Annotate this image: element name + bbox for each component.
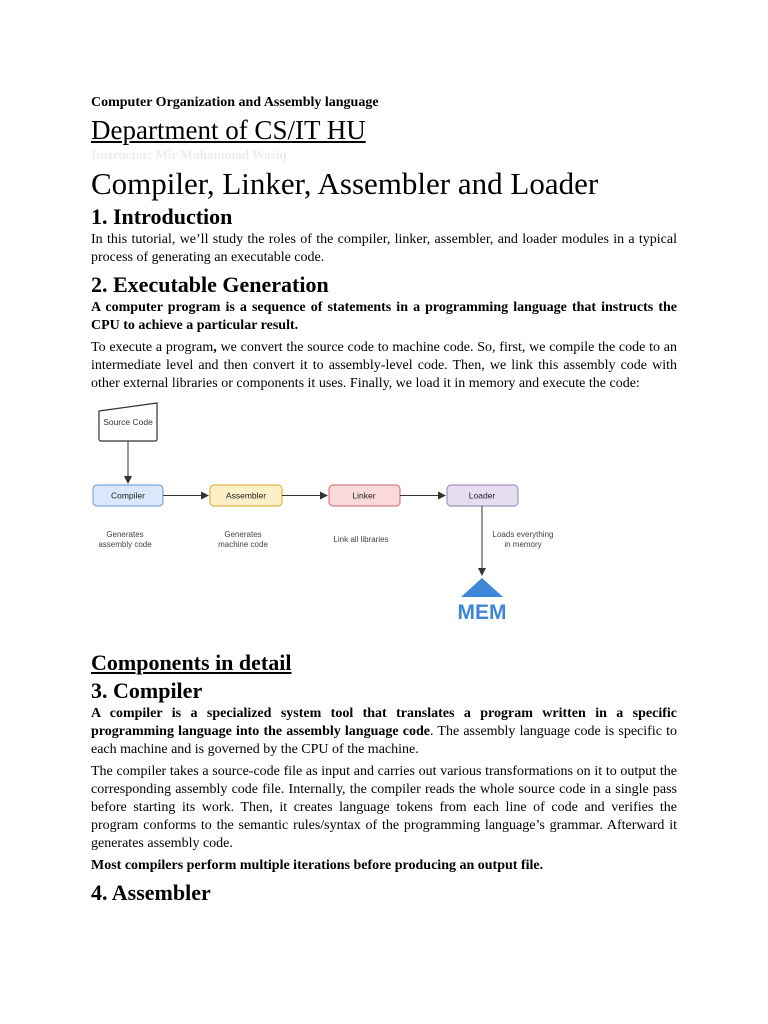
assembler-caption-line1: Generates: [224, 530, 262, 539]
compiler-definition-rest: . The assembly language code is specific to each machine and is governed by the CPU of the machine.: [91, 724, 677, 757]
instructor-line: Instructor: Mir Muhammad Wasiq: [91, 147, 287, 162]
intro-paragraph: In this tutorial, we’ll study the roles of the compiler, linker, assembler, and loader modules in a typical process of generating an executable code.: [91, 232, 677, 265]
compiler-process-paragraph: The compiler takes a source-code file as input and carries out various transformations on it to output the corresponding assembly code file. Internally, the compiler reads the whole source code in a single pass before starting its work. Then, it creates language tokens from each line of code and verifies the program conforms to the semantic rules/syntax of the programming language’s grammar. Afterward it generates assembly code.: [91, 764, 677, 851]
components-heading: Components in detail: [91, 650, 292, 675]
loader-caption-line1: Loads everything: [492, 530, 554, 539]
section-heading-assembler: 4. Assembler: [91, 880, 211, 905]
source-code-label: Source Code: [103, 417, 153, 427]
compiler-iterations-note: Most compilers perform multiple iterations before producing an output file.: [91, 858, 544, 873]
document-title: Compiler, Linker, Assembler and Loader: [91, 166, 599, 201]
memory-triangle-icon: [461, 578, 503, 597]
department-heading: Department of CS/IT HU: [91, 115, 366, 145]
program-definition: A computer program is a sequence of statements in a programming language that instructs the CPU to achieve a particular result.: [91, 300, 677, 333]
compiler-caption-line1: Generates: [106, 530, 144, 539]
compiler-box-label: Compiler: [110, 490, 146, 501]
execution-paragraph-comma: ,: [213, 340, 217, 355]
linker-box-label: Linker: [352, 490, 376, 501]
execution-paragraph: [91, 339, 677, 393]
loader-box-label: Loader: [468, 490, 496, 501]
compiler-definition-paragraph: [91, 705, 677, 759]
compiler-definition-bold: A compiler is a specialized system tool that translates a program written in a specific programming language into the assembly language code: [91, 706, 677, 739]
execution-paragraph-start: To execute a program: [91, 340, 214, 355]
pipeline-diagram: [91, 401, 677, 631]
assembler-caption-line2: machine code: [218, 540, 268, 549]
section-heading-compiler: 3. Compiler: [91, 678, 203, 703]
section-heading-introduction: 1. Introduction: [91, 204, 233, 229]
execution-paragraph-rest: we convert the source code to machine code. So, first, we compile the code to an intermediate level and then convert it to assembly-level code. Then, we link this assembly code with other external libraries or components it uses. Finally, we load it in memory and execute the code:: [91, 340, 677, 391]
section-heading-executable-generation: 2. Executable Generation: [91, 272, 329, 297]
compiler-caption-line2: assembly code: [98, 540, 152, 549]
assembler-box-label: Assembler: [225, 490, 267, 501]
linker-caption: Link all libraries: [333, 535, 389, 544]
course-title: Computer Organization and Assembly language: [91, 95, 379, 110]
memory-label: MEM: [457, 601, 507, 624]
loader-caption-line2: in memory: [504, 540, 542, 549]
pipeline-diagram-svg: [91, 401, 677, 631]
document-page: [91, 94, 677, 907]
